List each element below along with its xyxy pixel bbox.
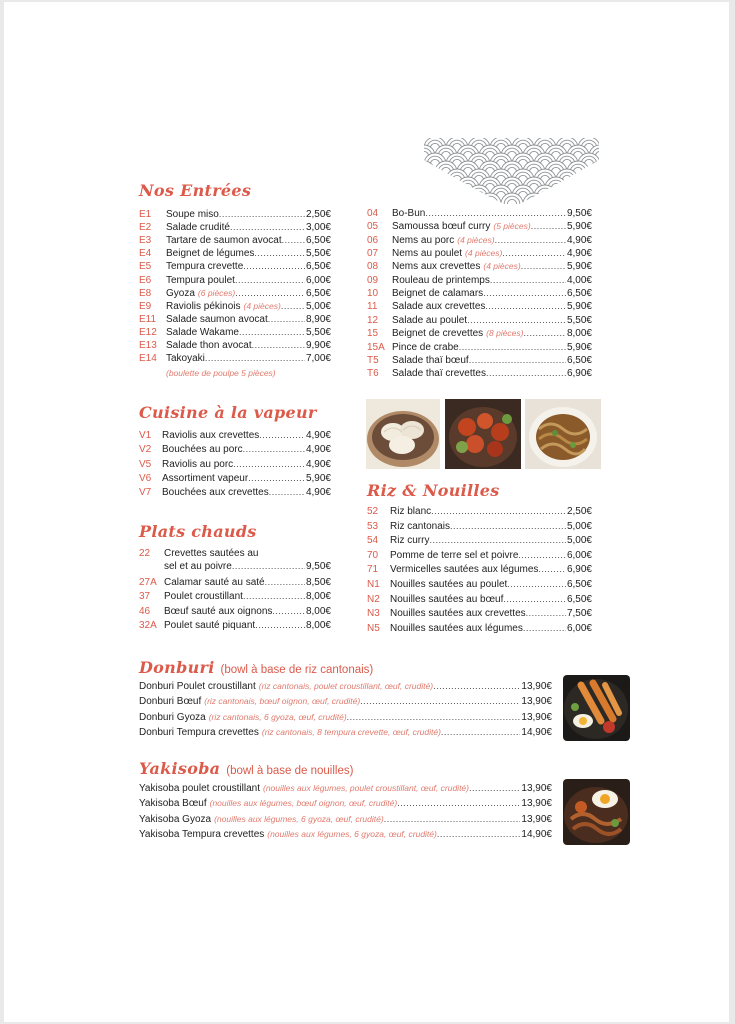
item-code: E5 <box>139 261 152 273</box>
item-price: 13,90€ <box>521 783 552 794</box>
riz-item <box>367 520 592 533</box>
entree-item <box>367 300 592 313</box>
dumplings-photo <box>366 399 440 469</box>
item-code: V2 <box>139 444 152 456</box>
item-name: Beignet de calamars <box>392 288 484 300</box>
item-name: Salade thon avocat <box>166 340 252 351</box>
entree-item <box>139 234 331 247</box>
vapeur-title: Cuisine à la vapeur <box>139 403 317 422</box>
item-price: 6,50€ <box>566 288 592 300</box>
item-price: 14,90€ <box>521 828 552 840</box>
item-name: Salade thaï crevettes <box>392 368 486 380</box>
item-name: Poulet sauté piquant <box>164 619 256 631</box>
item-code: 07 <box>367 248 379 260</box>
item-detail: (5 pièces) <box>493 221 531 232</box>
item-price: 6,50€ <box>305 261 331 273</box>
item-name: Riz curry <box>390 535 430 547</box>
vapeur-item <box>139 486 331 499</box>
item-name: Tartare de saumon avocat <box>166 235 282 247</box>
donburi-subtitle: (bowl à base de riz cantonais) <box>220 664 374 676</box>
entree-item <box>139 300 331 313</box>
donburi-item <box>139 695 552 708</box>
item-detail: (riz cantonais, 6 gyoza, œuf, crudité) <box>208 711 347 722</box>
entree-item <box>367 327 592 340</box>
item-name: Gyoza <box>166 287 195 299</box>
entree-item <box>139 339 331 352</box>
item-price: 9,50€ <box>305 561 331 572</box>
item-code: V7 <box>139 487 152 499</box>
plats-item <box>139 590 331 603</box>
item-price: 6,00€ <box>305 274 331 286</box>
entree-item <box>367 314 592 327</box>
donburi-photo <box>563 675 630 741</box>
yakisoba-item <box>139 828 552 841</box>
item-price: 5,50€ <box>566 314 592 326</box>
plats-title: Plats chauds <box>139 522 257 541</box>
item-code: 15A <box>367 341 385 353</box>
item-price: 4,90€ <box>566 234 592 246</box>
item-code: V5 <box>139 458 152 470</box>
item-code: E14 <box>139 353 157 365</box>
takoyaki-note: (boulette de poulpe 5 pièces) <box>166 368 276 378</box>
item-price: 4,90€ <box>566 248 592 260</box>
item-price: 5,00€ <box>566 535 592 547</box>
item-name: Nems au poulet <box>392 248 463 260</box>
riz-item <box>367 563 592 576</box>
item-name: Raviolis aux crevettes <box>162 430 260 441</box>
item-name: Salade aux crevettes <box>392 301 486 313</box>
item-name: Yakisoba Gyoza <box>139 813 212 825</box>
item-code: 54 <box>367 535 379 547</box>
entree-item <box>139 326 331 339</box>
item-price: 7,50€ <box>566 608 592 620</box>
item-name: Tempura poulet <box>166 274 235 286</box>
item-detail: (4 pièces) <box>243 300 281 311</box>
item-name: Nouilles sautées aux légumes <box>390 622 523 634</box>
item-name: Yakisoba Tempura crevettes <box>139 828 265 840</box>
item-code: 05 <box>367 221 379 233</box>
item-code: 71 <box>367 564 379 576</box>
riz-item <box>367 578 592 591</box>
item-name: Beignet de légumes <box>166 248 255 260</box>
yakisoba-subtitle: (bowl à base de nouilles) <box>226 765 354 777</box>
item-name: Samoussa bœuf curry <box>392 221 491 233</box>
plats-item <box>139 576 331 589</box>
item-code: 37 <box>139 591 151 603</box>
item-code: 70 <box>367 549 379 561</box>
item-name: Donburi Tempura crevettes <box>139 726 259 738</box>
item-price: 2,50€ <box>566 506 592 517</box>
donburi-title <box>139 658 373 677</box>
item-price: 6,50€ <box>305 287 331 299</box>
item-name: Nems au porc <box>392 234 455 246</box>
item-name: Beignet de crevettes <box>392 328 484 340</box>
item-name: Poulet croustillant <box>164 591 243 603</box>
item-name: Pince de crabe <box>392 341 459 353</box>
item-code: E6 <box>139 274 152 286</box>
item-name: Nems aux crevettes <box>392 261 481 273</box>
item-name: Crevettes sautées au <box>164 548 259 559</box>
entree-item <box>367 260 592 273</box>
entree-item <box>367 287 592 300</box>
entree-item <box>139 287 331 300</box>
item-price: 13,90€ <box>521 711 552 723</box>
item-price: 9,50€ <box>566 208 592 219</box>
entree-item <box>139 274 331 287</box>
item-name: Soupe miso <box>166 209 219 220</box>
entree-item <box>367 341 592 354</box>
item-price: 9,90€ <box>305 340 331 351</box>
item-price: 13,90€ <box>521 798 552 810</box>
item-code: 04 <box>367 208 379 219</box>
item-name: Vermicelles sautées aux légumes <box>390 564 539 576</box>
item-price: 5,00€ <box>305 300 331 312</box>
item-code: 06 <box>367 234 379 246</box>
item-name: Yakisoba poulet croustillant <box>139 783 260 794</box>
item-detail: (riz cantonais, poulet croustillant, œuf, crudité) <box>258 681 434 691</box>
fried-dish-photo <box>445 399 521 469</box>
item-code: 52 <box>367 506 379 517</box>
item-name: Salade au poulet <box>392 314 468 326</box>
item-price: 5,90€ <box>566 261 592 273</box>
item-price: 4,90€ <box>305 444 331 456</box>
item-price: 6,00€ <box>566 549 592 561</box>
item-name: Tempura crevette <box>166 261 244 273</box>
item-name: Salade Wakame <box>166 326 239 338</box>
item-detail: (riz cantonais, bœuf oignon, œuf, crudité) <box>204 696 361 707</box>
item-name: Nouilles sautées au bœuf <box>390 593 504 605</box>
item-name: Nouilles sautées aux crevettes <box>390 608 526 620</box>
item-code: 08 <box>367 261 379 273</box>
wave-pattern-decoration <box>424 138 599 208</box>
item-code: V6 <box>139 472 152 484</box>
item-price: 6,90€ <box>566 368 592 380</box>
donburi-item <box>139 726 552 739</box>
entree-item <box>367 247 592 260</box>
item-code: T6 <box>367 368 379 380</box>
entree-item <box>367 234 592 247</box>
item-code: E8 <box>139 287 152 299</box>
item-price: 8,00€ <box>566 328 592 340</box>
item-code: 12 <box>367 314 379 326</box>
entree-item <box>367 207 592 220</box>
menu-page <box>4 2 729 1022</box>
donburi-item <box>139 680 552 693</box>
item-name: Salade thaï bœuf <box>392 354 469 366</box>
item-name: Bo-Bun <box>392 208 426 219</box>
item-price: 6,50€ <box>566 354 592 366</box>
entree-item <box>367 220 592 233</box>
item-code: E9 <box>139 300 152 312</box>
item-code: N2 <box>367 593 380 605</box>
item-price: 8,50€ <box>305 577 331 588</box>
item-price: 3,00€ <box>305 222 331 234</box>
item-name: Yakisoba Bœuf <box>139 798 207 810</box>
item-code: N5 <box>367 622 380 634</box>
noodles-photo <box>525 399 601 469</box>
entree-item <box>367 354 592 367</box>
item-name: Bouchées aux crevettes <box>162 487 269 499</box>
item-code: 53 <box>367 520 379 532</box>
entrees-title: Nos Entrées <box>139 181 252 200</box>
item-price: 4,90€ <box>305 458 331 470</box>
item-price: 5,90€ <box>566 221 592 233</box>
item-code: 46 <box>139 605 151 617</box>
item-price: 13,90€ <box>521 813 552 825</box>
item-price: 6,50€ <box>305 235 331 247</box>
riz-item <box>367 622 592 635</box>
item-price: 2,50€ <box>305 209 331 220</box>
item-price: 6,90€ <box>566 564 592 576</box>
item-name: Salade saumon avocat <box>166 313 268 325</box>
item-code: E13 <box>139 340 157 351</box>
item-price: 13,90€ <box>521 696 552 708</box>
item-code: V1 <box>139 430 152 441</box>
item-price: 8,00€ <box>305 591 331 603</box>
item-name: Raviolis pékinois <box>166 300 241 312</box>
item-name: Calamar sauté au saté <box>164 577 265 588</box>
item-price: 5,50€ <box>305 326 331 338</box>
item-name: Raviolis au porc <box>162 458 234 470</box>
item-price: 13,90€ <box>521 681 552 692</box>
vapeur-item <box>139 429 331 442</box>
yakisoba-photo <box>563 779 630 845</box>
item-price: 4,90€ <box>305 487 331 499</box>
item-detail: (4 pièces) <box>465 248 503 259</box>
entree-item <box>367 367 592 380</box>
item-code: E2 <box>139 222 152 234</box>
item-code: 22 <box>139 548 151 559</box>
item-code: T5 <box>367 354 379 366</box>
item-code: E1 <box>139 209 152 220</box>
item-name: Pomme de terre sel et poivre <box>390 549 519 561</box>
item-name: Donburi Gyoza <box>139 711 206 723</box>
item-name-line2: sel et au poivre <box>164 561 232 572</box>
entree-item <box>367 274 592 287</box>
item-price: 6,50€ <box>566 579 592 590</box>
item-name: Riz blanc <box>390 506 432 517</box>
item-detail: (nouilles aux légumes, 6 gyoza, œuf, crudité) <box>267 828 437 839</box>
plats-item <box>139 619 331 632</box>
riz-item <box>367 549 592 562</box>
yakisoba-item <box>139 813 552 826</box>
donburi-title-text: Donburi <box>139 658 215 677</box>
yakisoba-item <box>139 782 552 795</box>
item-price: 5,90€ <box>566 341 592 353</box>
entree-item <box>139 208 331 221</box>
item-code: 32A <box>139 619 157 631</box>
plats-item <box>139 605 331 618</box>
item-code: N1 <box>367 579 380 590</box>
item-name: Riz cantonais <box>390 520 451 532</box>
item-detail: (nouilles aux légumes, bœuf oignon, œuf, crudité) <box>209 798 398 809</box>
riz-item <box>367 505 592 518</box>
item-name: Assortiment vapeur <box>162 472 249 484</box>
item-name: Bœuf sauté aux oignons <box>164 605 273 617</box>
vapeur-item <box>139 443 331 456</box>
item-code: 09 <box>367 274 379 286</box>
item-price: 8,90€ <box>305 313 331 325</box>
item-code: 15 <box>367 328 379 340</box>
item-name: Nouilles sautées au poulet <box>390 579 508 590</box>
item-code: E4 <box>139 248 152 260</box>
item-code: E11 <box>139 313 157 325</box>
entree-item <box>139 352 331 365</box>
item-price: 6,00€ <box>566 622 592 634</box>
item-name: Rouleau de printemps <box>392 274 490 286</box>
riz-title: Riz & Nouilles <box>367 481 500 500</box>
item-code: E12 <box>139 326 157 338</box>
item-price: 8,00€ <box>305 605 331 617</box>
item-name: Donburi Bœuf <box>139 696 202 708</box>
entree-item <box>139 260 331 273</box>
donburi-item <box>139 711 552 724</box>
item-detail: (8 pièces) <box>486 328 524 339</box>
item-code: 10 <box>367 288 379 300</box>
item-price: 8,00€ <box>305 619 331 631</box>
item-price: 5,00€ <box>566 520 592 532</box>
riz-item <box>367 607 592 620</box>
vapeur-item <box>139 472 331 485</box>
item-name: Takoyaki <box>166 353 205 365</box>
item-code: 11 <box>367 301 378 313</box>
item-price: 4,00€ <box>566 274 592 286</box>
item-price: 5,90€ <box>566 301 592 313</box>
vapeur-item <box>139 458 331 471</box>
item-detail: (nouilles aux légumes, 6 gyoza, œuf, crudité) <box>214 813 384 824</box>
yakisoba-title-text: Yakisoba <box>139 759 221 778</box>
item-price: 7,00€ <box>305 353 331 365</box>
item-name: Bouchées au porc <box>162 444 243 456</box>
entree-item <box>139 221 331 234</box>
item-detail: (riz cantonais, 8 tempura crevette, œuf, crudité) <box>261 726 441 737</box>
entree-item <box>139 247 331 260</box>
yakisoba-title <box>139 759 353 778</box>
item-code: 27A <box>139 577 157 588</box>
item-price: 5,90€ <box>305 472 331 484</box>
riz-item <box>367 593 592 606</box>
riz-item <box>367 534 592 547</box>
item-price: 14,90€ <box>521 726 552 738</box>
entree-item <box>139 313 331 326</box>
item-detail: (4 pièces) <box>457 234 495 245</box>
item-code: N3 <box>367 608 380 620</box>
item-code: E3 <box>139 235 152 247</box>
yakisoba-item <box>139 797 552 810</box>
item-price: 6,50€ <box>566 593 592 605</box>
item-price: 5,50€ <box>305 248 331 260</box>
item-detail: (6 pièces) <box>197 287 236 298</box>
item-name: Salade crudité <box>166 222 230 234</box>
item-price: 4,90€ <box>305 430 331 441</box>
item-detail: (4 pièces) <box>483 261 521 272</box>
item-name: Donburi Poulet croustillant <box>139 681 256 692</box>
item-detail: (nouilles aux légumes, poulet croustillant, œuf, crudité) <box>263 783 469 793</box>
